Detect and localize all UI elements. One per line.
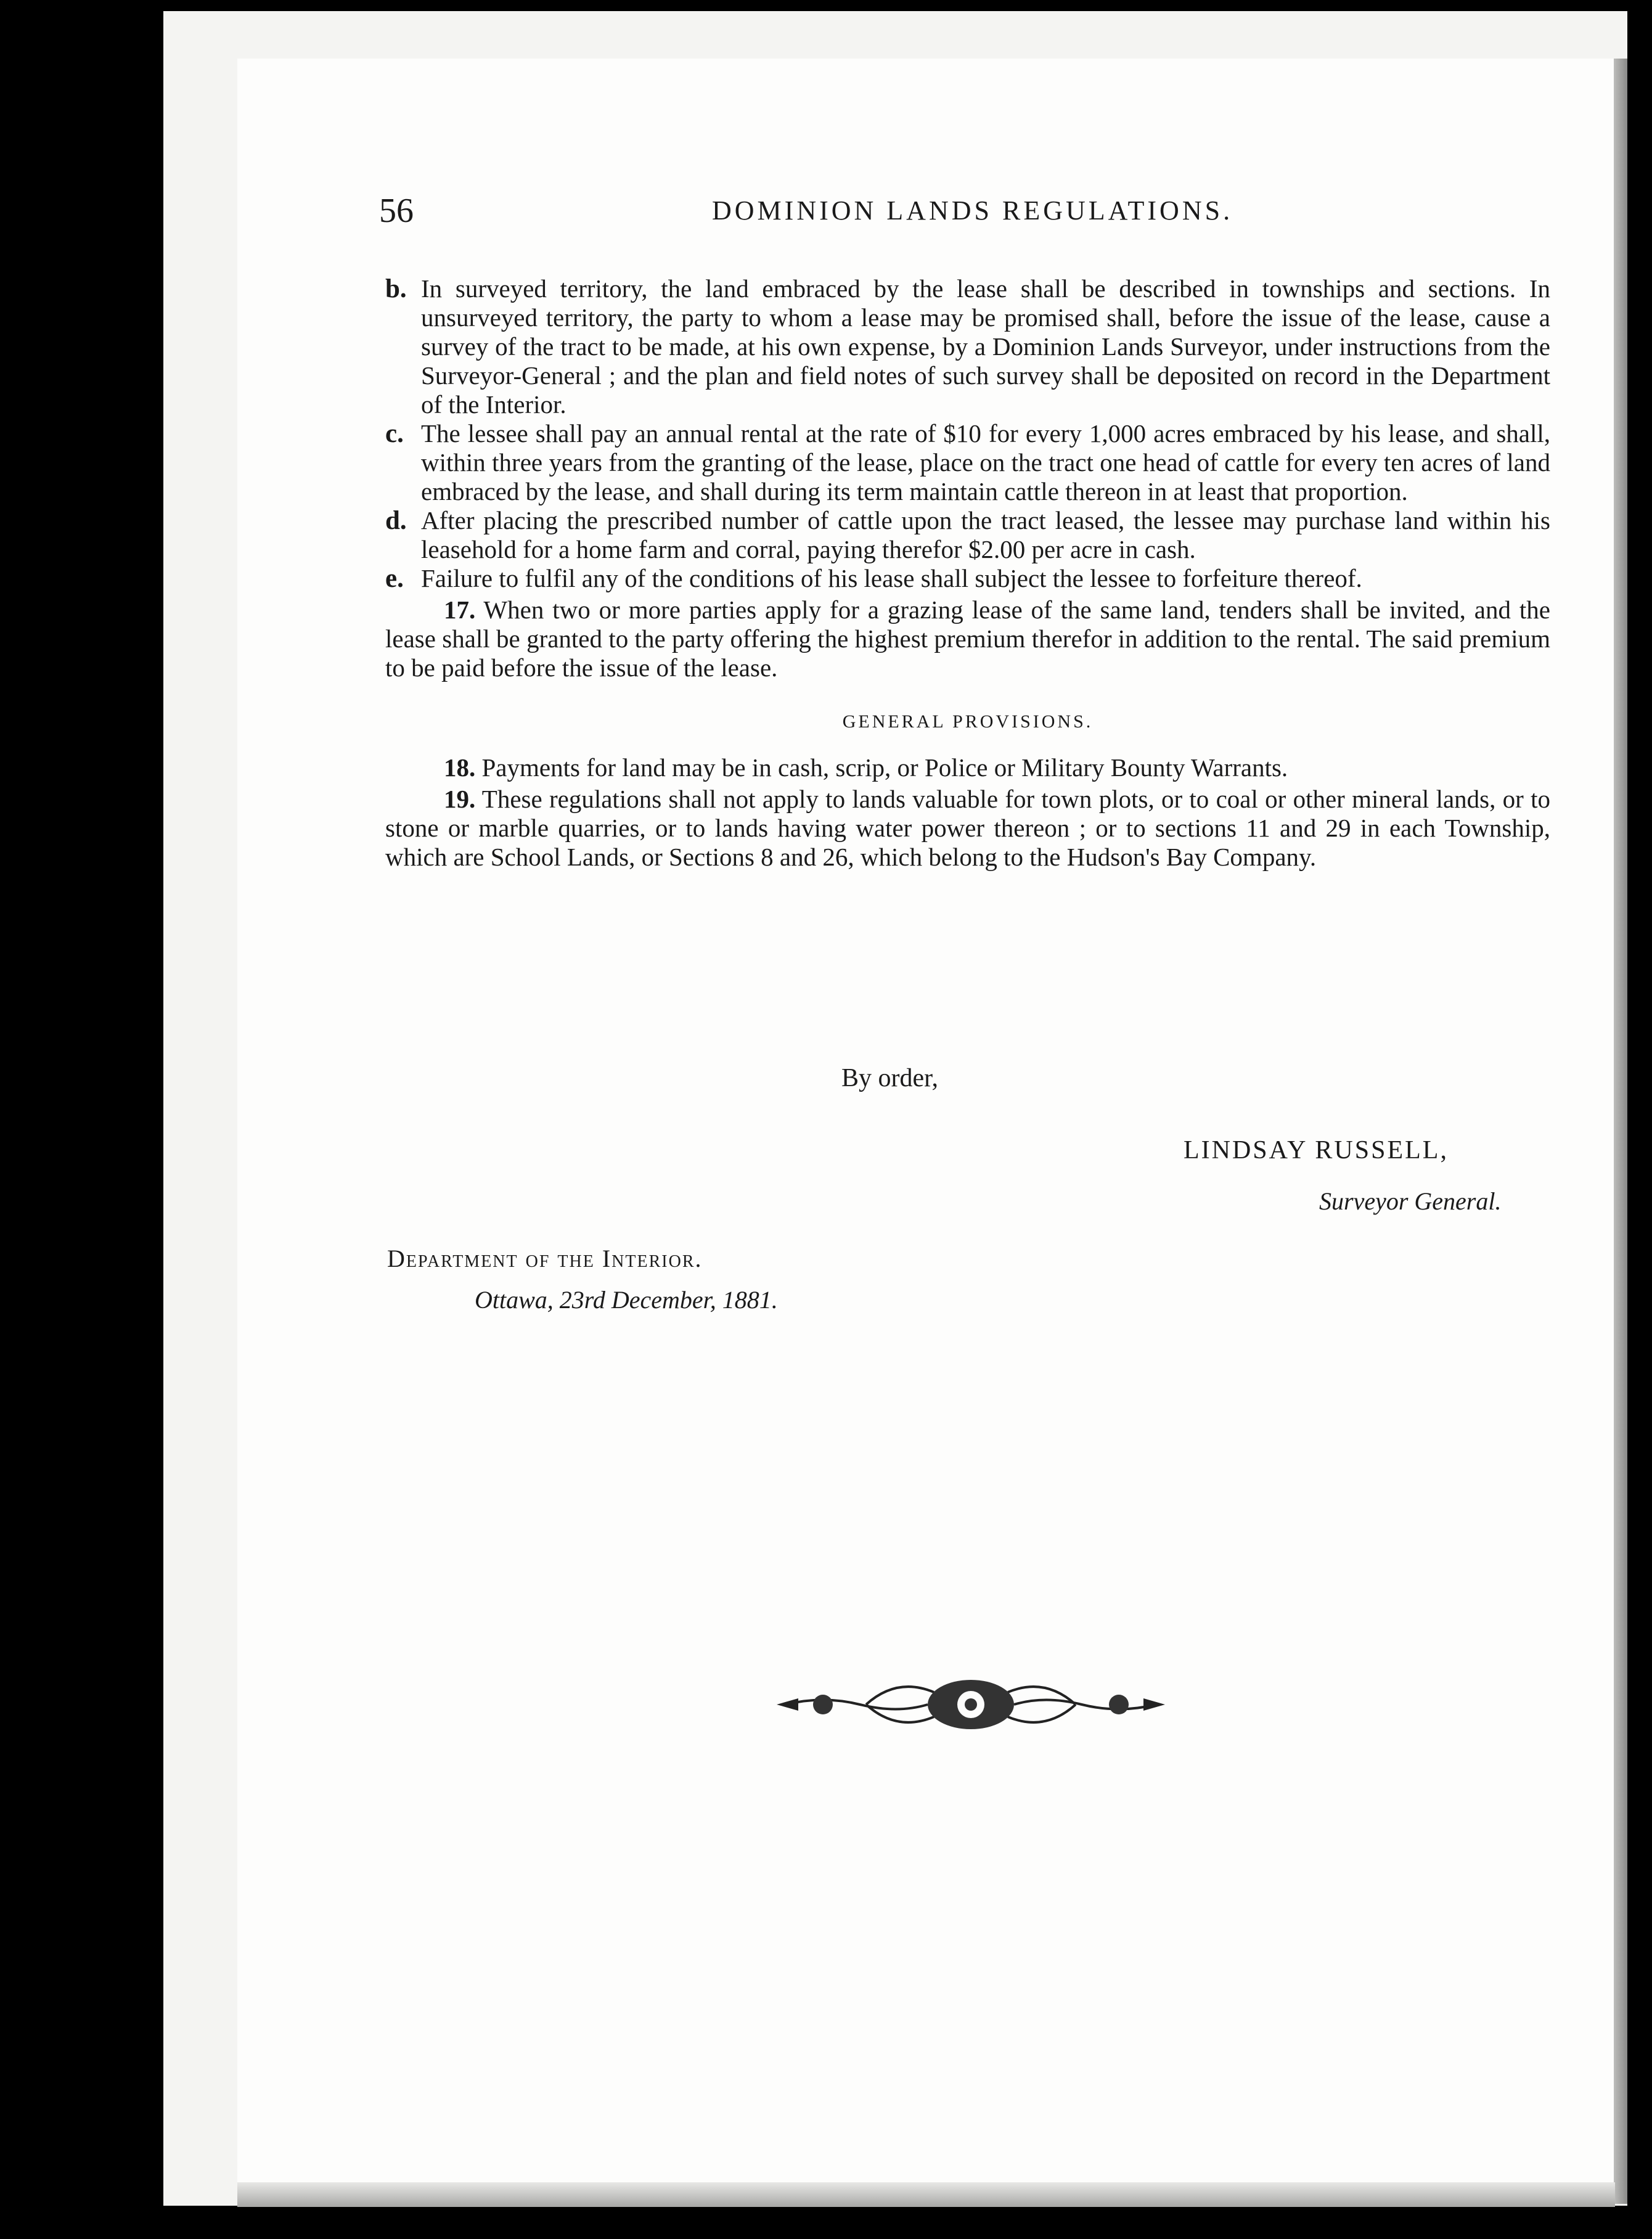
paragraph-18 — [385, 753, 1550, 782]
by-order: By order, — [841, 1064, 938, 1092]
body-text — [385, 274, 1550, 872]
paragraph-number: 17. — [444, 596, 476, 624]
running-head: DOMINION LANDS REGULATIONS. — [712, 195, 1233, 226]
paragraph-number: 19. — [444, 785, 476, 813]
clause-text: In surveyed territory, the land embraced by the lease shall be described in townships and sections. In unsurveyed territory, the party to whom a lease may be promised shall, before the issue of the lease, cause a survey of the tract to be made, at his own expense, by a Dominion Lands Surveyor, under instructions from the Surveyor-General ; and the plan and field notes of such survey shall be deposited on record in the Department of the Interior. — [421, 274, 1550, 419]
page-spine-edge — [1614, 59, 1627, 2204]
ornament-icon — [774, 1671, 1168, 1738]
clause-c — [385, 419, 1550, 506]
clause-marker: b. — [385, 274, 407, 303]
signer-title: Surveyor General. — [1319, 1187, 1502, 1215]
paragraph-text: Payments for land may be in cash, scrip, or Police or Military Bounty Warrants. — [481, 753, 1288, 782]
clause-marker: d. — [385, 506, 407, 535]
clause-marker: e. — [385, 564, 404, 593]
clause-b — [385, 274, 1550, 419]
page-number: 56 — [379, 192, 414, 230]
signer-name: LINDSAY RUSSELL, — [1184, 1136, 1449, 1165]
paragraph-19 — [385, 785, 1550, 872]
paragraph-number: 18. — [444, 753, 476, 782]
page-header — [379, 191, 1550, 240]
page-bottom-edge — [237, 2182, 1615, 2207]
paragraph-text: These regulations shall not apply to lands valuable for town plots, or to coal or other mineral lands, or to stone or marble quarries, or to lands having water power thereon ; or to sections 11 and 29 in each Township, which are School Lands, or Sections 8 and 26, which belong to the Hudson's Bay Company. — [385, 785, 1550, 871]
clause-marker: c. — [385, 419, 404, 448]
section-heading: GENERAL PROVISIONS. — [842, 711, 1094, 732]
clause-text: The lessee shall pay an annual rental at the rate of $10 for every 1,000 acres embraced by his lease, and shall, within three years from the granting of the lease, place on the tract one head of cattle for every ten acres of land embraced by the lease, and shall during its term maintain cattle thereon in at least that proportion. — [421, 419, 1550, 506]
clause-d — [385, 506, 1550, 564]
clause-text: Failure to fulfil any of the conditions of his lease shall subject the lessee to forfeiture thereof. — [421, 564, 1362, 592]
clause-text: After placing the prescribed number of cattle upon the tract leased, the lessee may purchase land within his leasehold for a home farm and corral, paying therefor $2.00 per acre in cash. — [421, 506, 1550, 563]
place-and-date: Ottawa, 23rd December, 1881. — [475, 1286, 778, 1314]
clause-e — [385, 564, 1550, 593]
paragraph-17 — [385, 596, 1550, 682]
department-name: Department of the Interior. — [387, 1245, 703, 1272]
paragraph-text: When two or more parties apply for a grazing lease of the same land, tenders shall be invited, and the lease shall be granted to the party offering the highest premium therefor in addition to the rental. The said premium to be paid before the issue of the lease. — [385, 596, 1550, 682]
